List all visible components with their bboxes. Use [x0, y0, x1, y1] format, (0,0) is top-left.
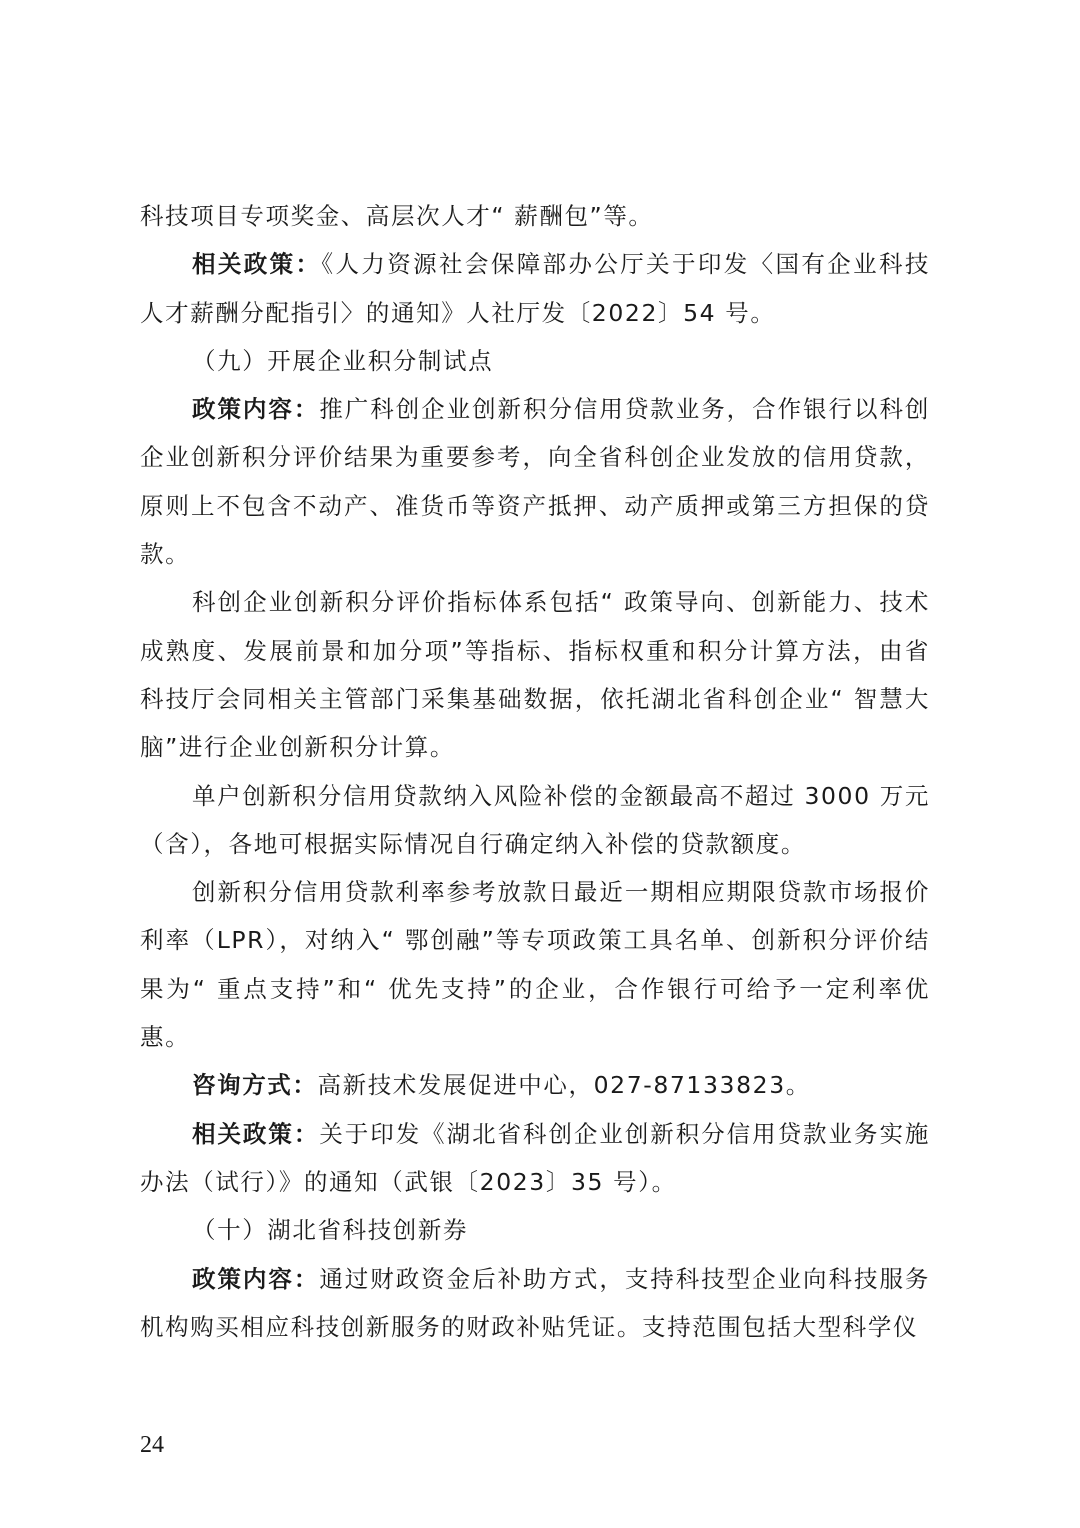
heading-text: （九）开展企业积分制试点 [192, 346, 494, 375]
paragraph-text: 推广科创企业创新积分信用贷款业务，合作银行以科创企业创新积分评价结果为重要参考，向全省科创企业发放的信用贷款，原则上不包含不动产、准货币等资产抵押、动产质押或第三方担保的贷款。 [140, 395, 931, 569]
paragraph-continuation [140, 192, 930, 240]
heading-text: （十）湖北省科技创新券 [192, 1216, 469, 1245]
related-policy-paragraph [140, 1110, 930, 1207]
policy-content-paragraph [140, 385, 930, 578]
policy-label: 相关政策： [192, 1119, 320, 1148]
policy-label: 政策内容： [192, 395, 320, 424]
paragraph-text: 通过财政资金后补助方式，支持科技型企业向科技服务机构购买相应科技创新服务的财政补贴凭证。支持范围包括大型科学仪 [140, 1264, 931, 1341]
section-heading-9 [140, 337, 930, 385]
page-content [140, 192, 930, 1351]
body-paragraph [140, 578, 930, 771]
paragraph-text: 科技项目专项奖金、高层次人才“ 薪酬包”等。 [140, 202, 654, 230]
body-paragraph [140, 868, 930, 1061]
policy-content-paragraph [140, 1255, 930, 1352]
section-heading-10 [140, 1206, 930, 1254]
body-paragraph [140, 772, 930, 869]
policy-label: 相关政策： [192, 250, 322, 279]
contact-paragraph [140, 1061, 930, 1109]
paragraph-text: 高新技术发展促进中心，027-87133823。 [317, 1071, 811, 1100]
related-policy-paragraph [140, 240, 930, 337]
paragraph-text: 关于印发《湖北省科创企业创新积分信用贷款业务实施办法（试行）》的通知（武银〔2023〕35 号）。 [140, 1119, 931, 1196]
paragraph-text: 单户创新积分信用贷款纳入风险补偿的金额最高不超过 3000 万元（含），各地可根据实际情况自行确定纳入补偿的贷款额度。 [140, 781, 930, 858]
page-number: 24 [140, 1432, 164, 1458]
policy-label: 咨询方式： [192, 1071, 318, 1100]
paragraph-text: 《人力资源社会保障部办公厅关于印发〈国有企业科技人才薪酬分配指引〉的通知》人社厅发〔2022〕54 号。 [140, 250, 930, 327]
policy-label: 政策内容： [192, 1264, 320, 1293]
paragraph-text: 创新积分信用贷款利率参考放款日最近一期相应期限贷款市场报价利率（LPR），对纳入“ 鄂创融”等专项政策工具名单、创新积分评价结果为“ 重点支持”和“ 优先支持”的企业，合作银行可给予一定利率优惠。 [140, 878, 930, 1052]
paragraph-text: 科创企业创新积分评价指标体系包括“ 政策导向、创新能力、技术成熟度、发展前景和加分项”等指标、指标权重和积分计算方法，由省科技厅会同相关主管部门采集基础数据，依托湖北省科创企业“ 智慧大脑”进行企业创新积分计算。 [140, 588, 930, 762]
